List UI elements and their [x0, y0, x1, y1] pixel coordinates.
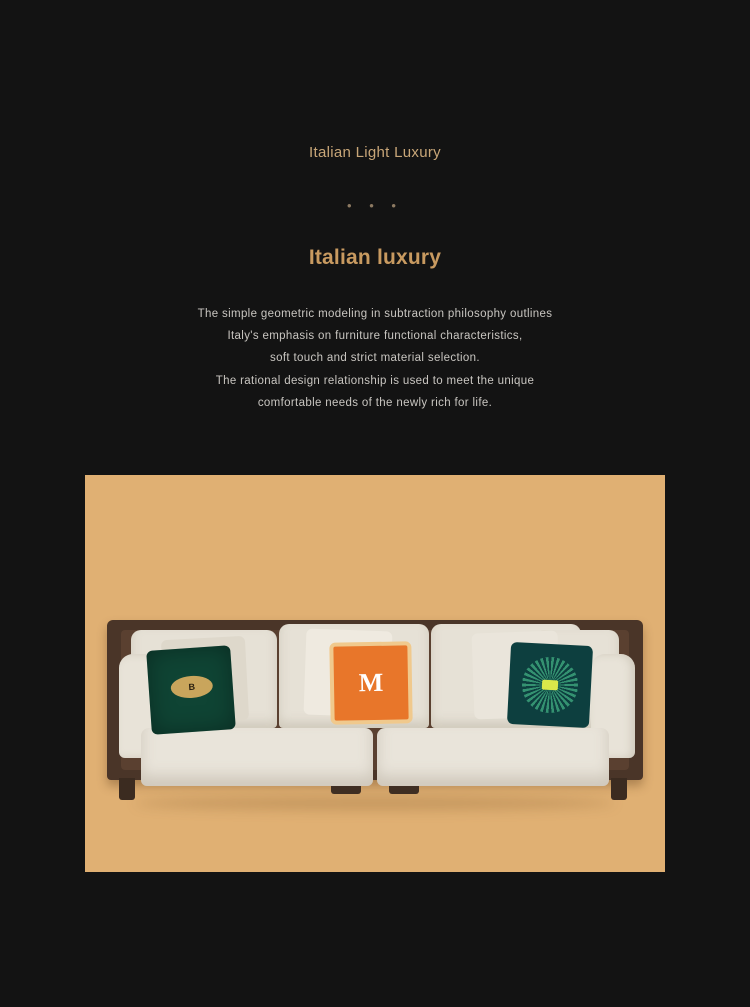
pillow-monogram-label: M	[358, 667, 384, 698]
dot-divider: • • •	[347, 198, 403, 213]
throw-pillow-green	[146, 645, 236, 735]
description-line: Italy's emphasis on furniture functional characteristics,	[227, 330, 523, 343]
sofa-shadow	[135, 796, 615, 810]
product-photo	[85, 475, 665, 872]
sofa-leg	[611, 778, 627, 800]
throw-pillow-teal	[507, 642, 593, 728]
sofa-seat-cushion	[141, 728, 373, 786]
pillow-burst-core	[542, 680, 559, 691]
pillow-badge-label: B	[170, 674, 213, 699]
description-line: comfortable needs of the newly rich for life.	[257, 396, 493, 409]
description-line: The simple geometric modeling in subtraction philosophy outlines	[197, 308, 553, 320]
sofa-illustration	[105, 600, 645, 860]
eyebrow-text: Italian Light Luxury	[309, 144, 441, 161]
description-line: soft touch and strict material selection.	[270, 352, 480, 365]
sofa-leg	[119, 778, 135, 800]
throw-pillow-orange	[329, 641, 412, 724]
sofa-seat-cushion	[377, 728, 609, 786]
page-title: Italian luxury	[308, 246, 442, 269]
description-block	[0, 303, 750, 414]
description-line: The rational design relationship is used to meet the unique	[215, 374, 535, 387]
